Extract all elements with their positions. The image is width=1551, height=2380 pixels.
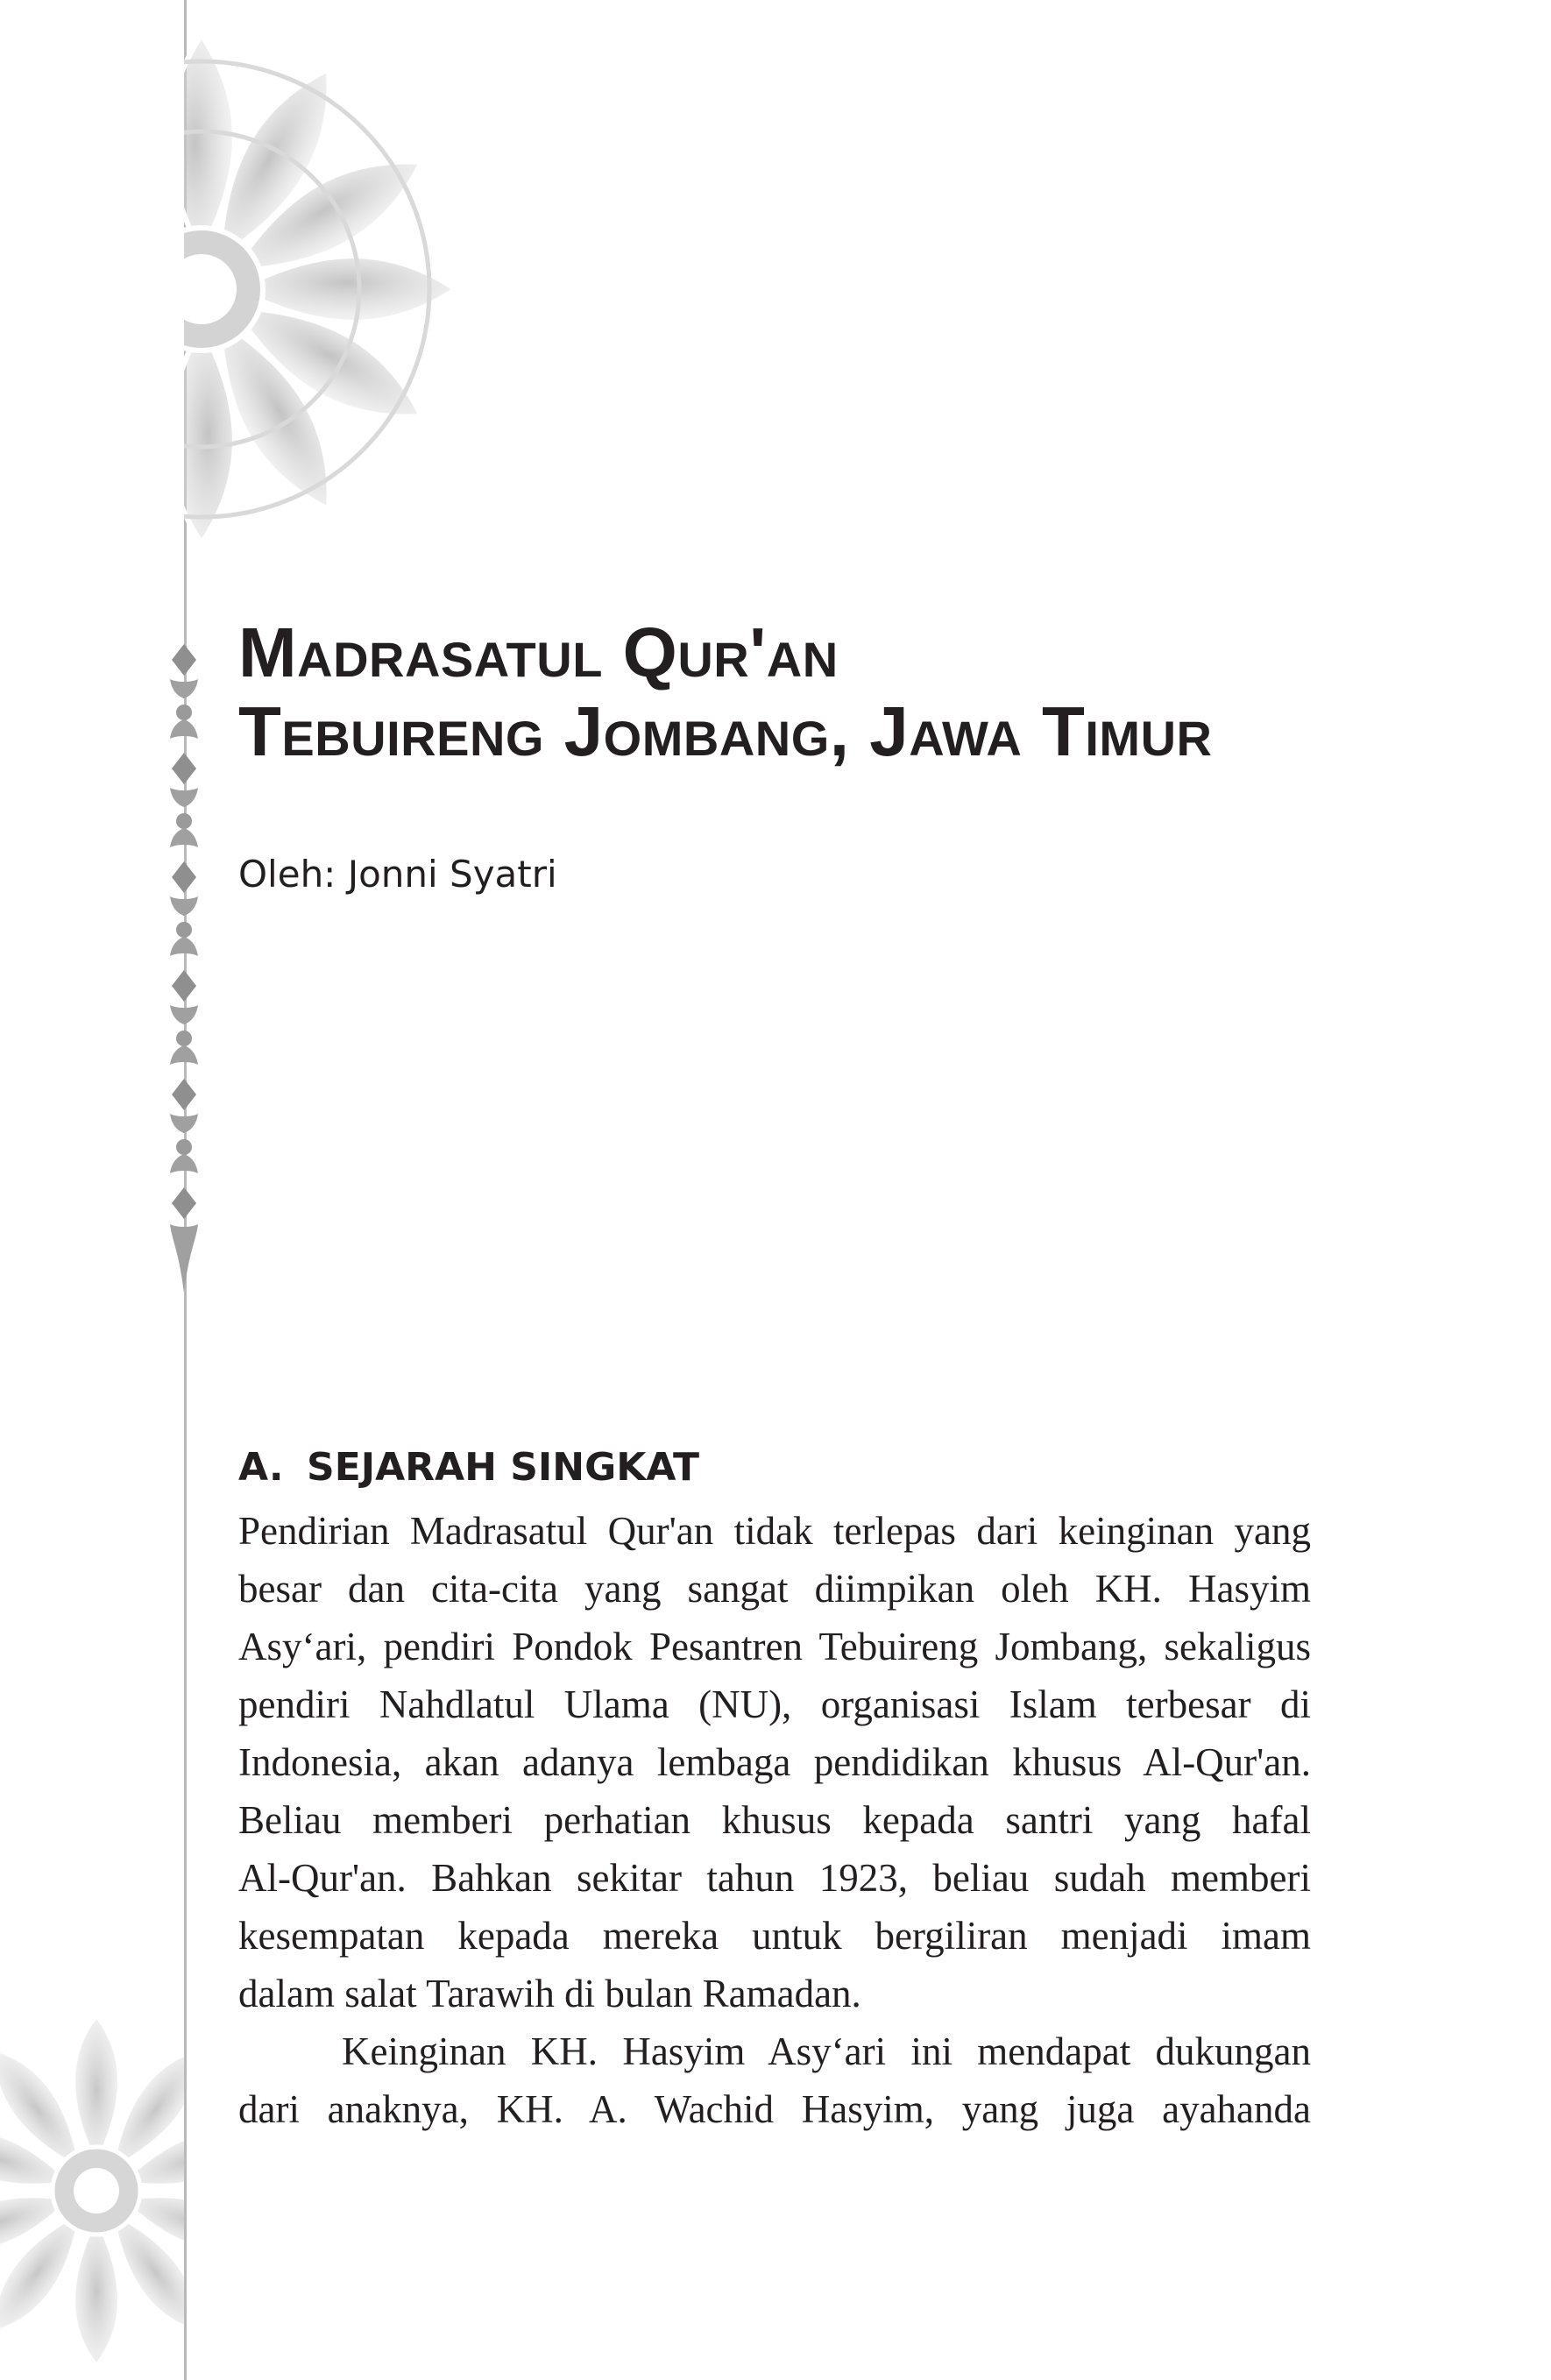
paragraph-line: kesempatan kepada mereka untuk bergiliran menjadi imam — [238, 1914, 1311, 1958]
paragraph-line: Indonesia, akan adanya lembaga pendidikan khusus Al-Qur'an. — [238, 1740, 1311, 1784]
section-heading — [238, 1437, 699, 1498]
mandala-ornament-top-icon — [0, 0, 456, 631]
paragraph-line: Keinginan KH. Hasyim Asy‘ari ini mendapat dukungan — [342, 2029, 1311, 2073]
mandala-ornament-bottom-icon — [0, 2007, 228, 2380]
paragraph-line: dalam salat Tarawih di bulan Ramadan. — [238, 1972, 861, 2015]
article-title — [238, 613, 1212, 771]
paragraph-line: dari anaknya, KH. A. Wachid Hasyim, yang juga ayahanda — [238, 2087, 1311, 2131]
section-number: A. — [238, 1445, 284, 1490]
section-title: SEJARAH SINGKAT — [307, 1445, 699, 1490]
paragraph-line: pendiri Nahdlatul Ulama (NU), organisasi Islam terbesar di — [238, 1682, 1311, 1726]
paragraph-line: Al-Qur'an. Bahkan sekitar tahun 1923, beliau sudah memberi — [238, 1856, 1311, 1900]
article-author: Oleh: Jonni Syatri — [238, 853, 557, 896]
article-title-line1: Madrasatul Qur'an — [238, 613, 839, 691]
paragraph-line: Pendirian Madrasatul Qur'an tidak terlepas dari keinginan yang — [238, 1509, 1311, 1553]
article-body — [238, 1502, 1311, 2138]
paragraph-line: Beliau memberi perhatian khusus kepada santri yang hafal — [238, 1798, 1311, 1842]
chain-ornament-icon — [161, 644, 207, 1293]
article-title-line2: Tebuireng Jombang, Jawa Timur — [238, 692, 1213, 770]
paragraph-line: besar dan cita-cita yang sangat diimpikan oleh KH. Hasyim — [238, 1567, 1311, 1611]
paragraph-line: Asy‘ari, pendiri Pondok Pesantren Tebuireng Jombang, sekaligus — [238, 1625, 1311, 1668]
